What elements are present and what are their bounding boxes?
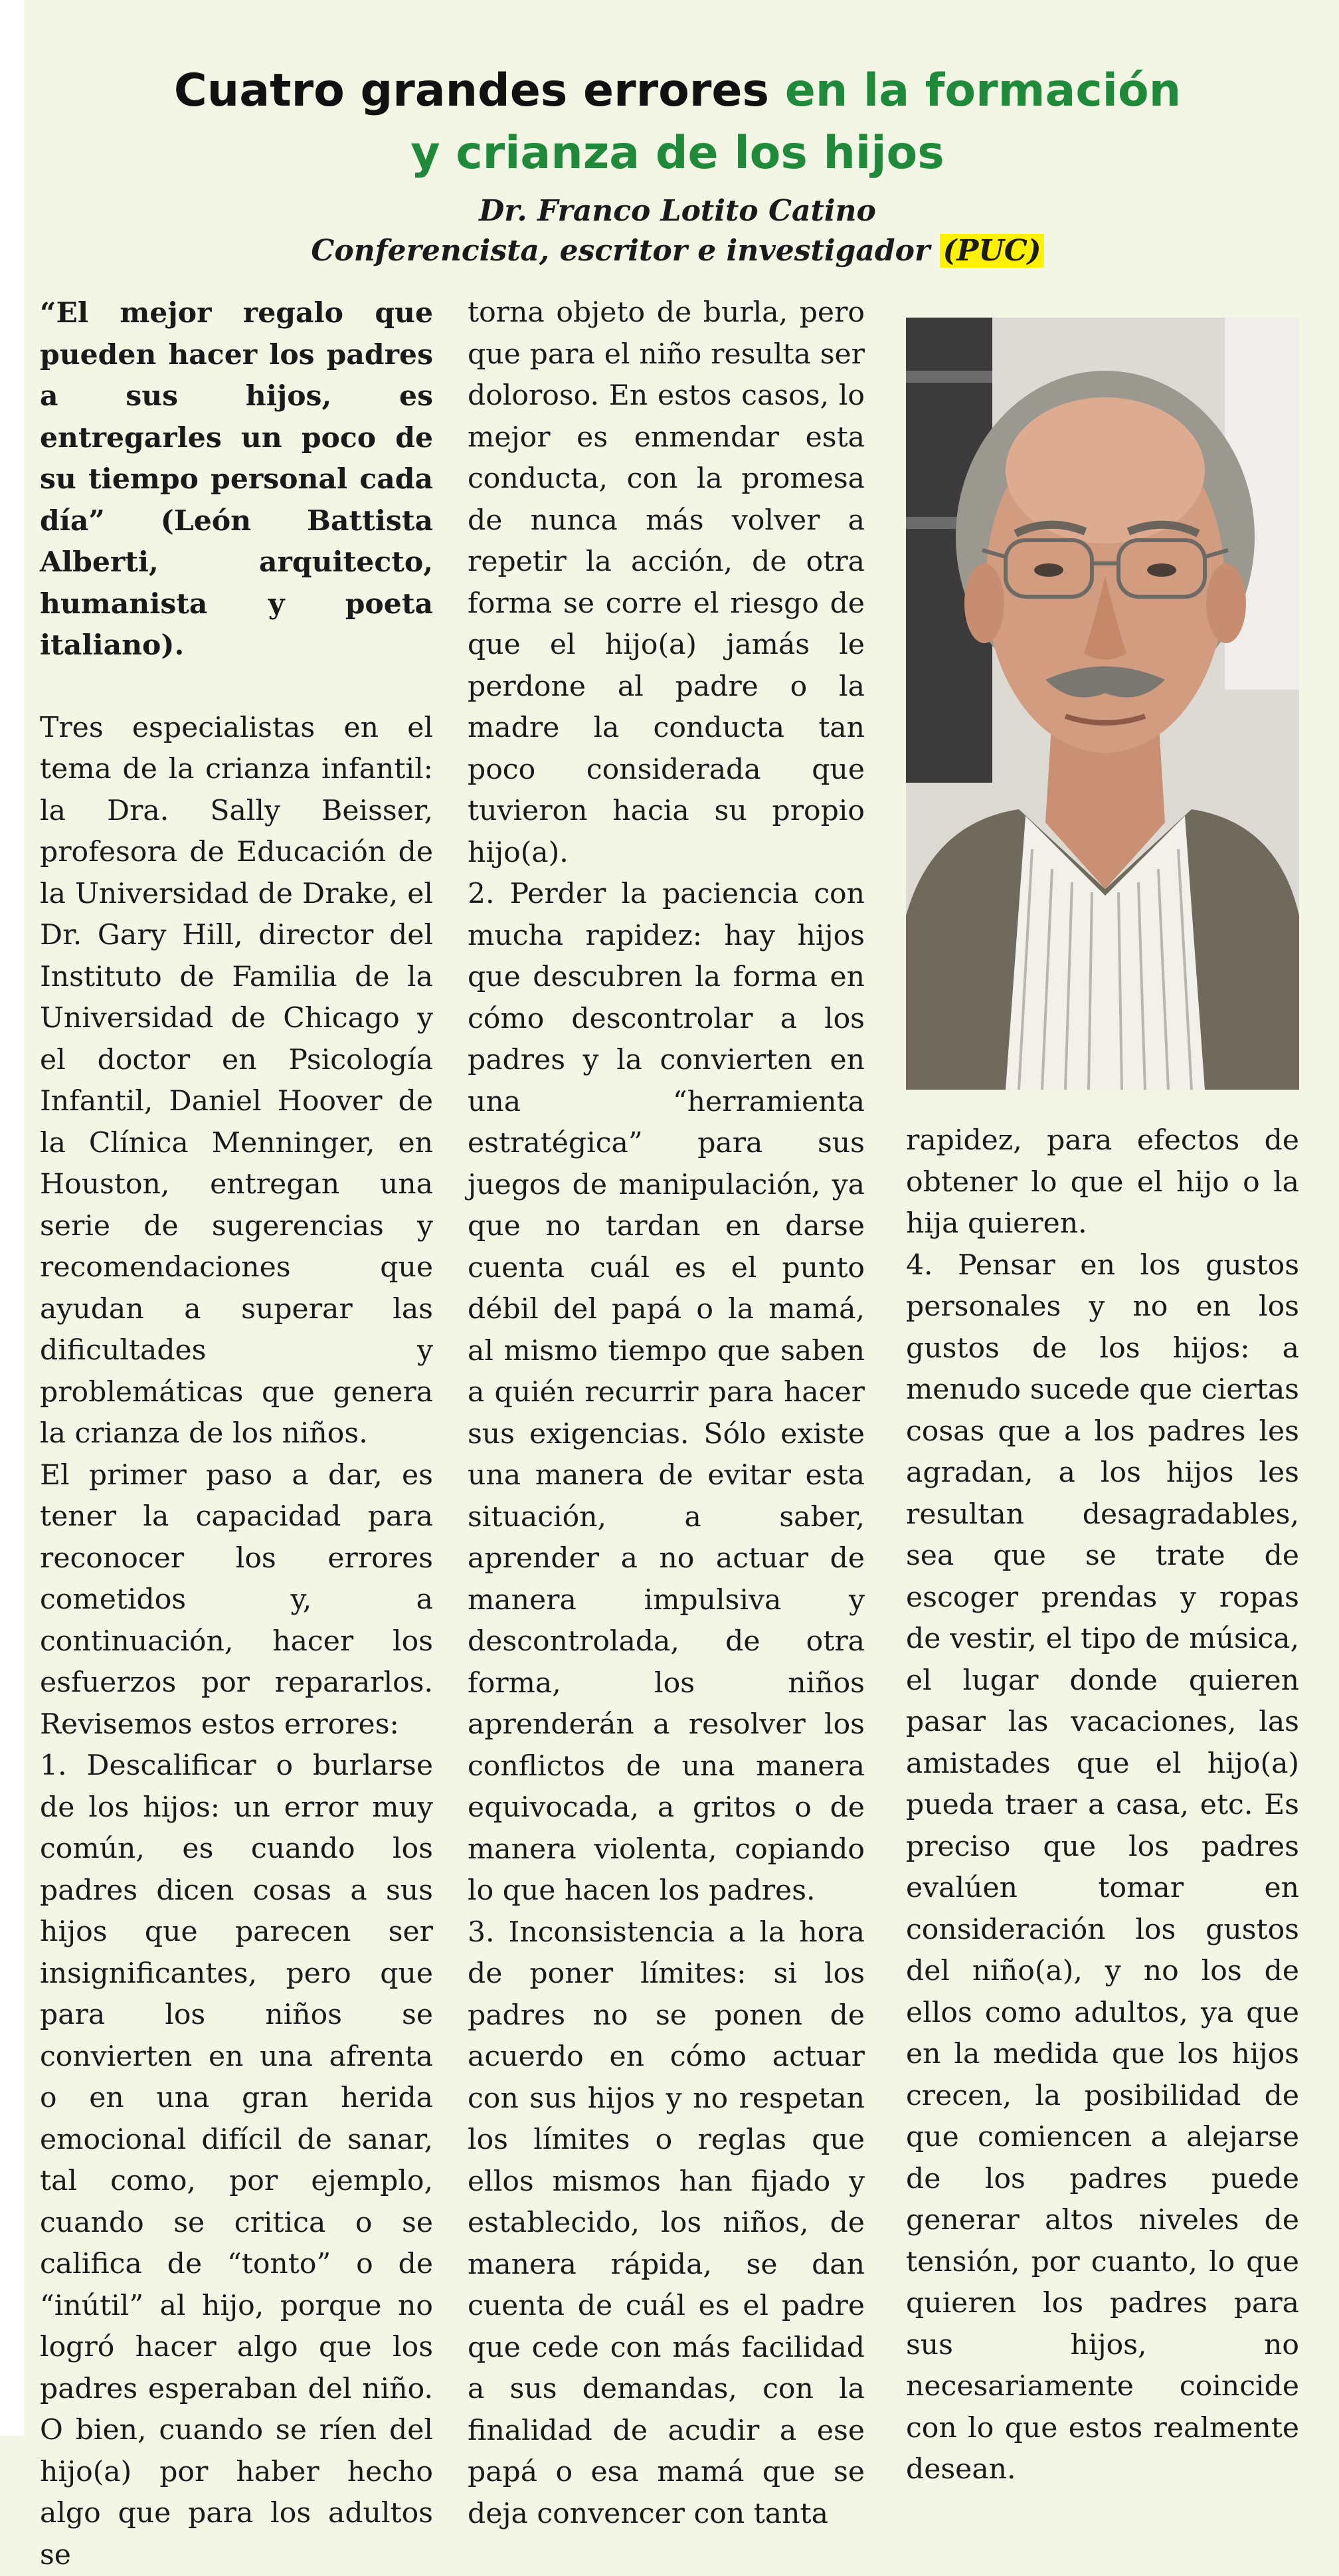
first-step-paragraph: El primer paso a dar, es tener la capacidad para reconocer los errores cometidos y, a continuación, hacer los esfuerzos por repararlos. Revisemos estos errores: bbox=[40, 1458, 433, 1741]
forehead bbox=[1006, 397, 1205, 544]
error-1-paragraph-end: torna objeto de burla, pero que para el niño resulta ser doloroso. En estos casos, lo mejor es enmendar esta conducta, con la promesa de nunca más volver a repetir la acción, de otra forma se corre el riesgo de que el hijo(a) jamás le perdone al padre o la madre la conducta tan poco considerada que tuvieron hacia su propio hijo(a). bbox=[468, 296, 865, 869]
column-2 bbox=[468, 292, 865, 2535]
portrait-illustration bbox=[906, 318, 1299, 1090]
author-role: Conferencista, escritor e investigador bbox=[311, 234, 931, 268]
author-affiliation: (PUC) bbox=[940, 234, 1043, 268]
error-1-paragraph-start: 1. Descalificar o burlarse de los hijos: un error muy común, es cuando los padres dicen cosas a sus hijos que parecen ser insignificantes, pero que para los niños se convierten en una afrenta o en una gran herida emocional difícil de sanar, tal como, por ejemplo, cuando se critica o se califica de “tonto” o de “inútil” al hijo, porque no logró hacer algo que los padres esperaban del niño. O bien, cuando se ríen del hijo(a) por haber hecho algo que para los adultos se bbox=[40, 1749, 433, 2571]
author-name: Dr. Franco Lotito Catino bbox=[479, 194, 876, 228]
title-line-1 bbox=[80, 60, 1275, 122]
opening-quote: “El mejor regalo que pueden hacer los padres a sus hijos, es entregarles un poco de su tiempo personal cada día” (León Battista Alberti, arquitecto, humanista y poeta italiano). bbox=[40, 296, 433, 662]
author-photo bbox=[906, 318, 1299, 1090]
error-3-paragraph-start: 3. Inconsistencia a la hora de poner límites: si los padres no se ponen de acuerdo en cómo actuar con sus hijos y no respetan los límites o reglas que ellos mismos han fijado y establecido, los niños, de manera rápida, se dan cuenta de cuál es el padre que cede con más facilidad a sus demandas, con la finalidad de acudir a ese papá o esa mamá que se deja convencer con tanta bbox=[468, 1916, 865, 2530]
author-role-line bbox=[80, 231, 1275, 271]
byline bbox=[80, 191, 1275, 271]
paragraph-gap bbox=[40, 666, 433, 708]
left-ear bbox=[964, 563, 1004, 643]
error-2-paragraph: 2. Perder la paciencia con mucha rapidez: hay hijos que descubren la forma en cómo descontrolar a los padres y la convierten en una “herramienta estratégica” para sus juegos de manipulación, ya que no tardan en darse cuenta cuál es el punto débil del papá o la mamá, al mismo tiempo que saben a quién recurrir para hacer sus exigencias. Sólo existe una manera de evitar esta situación, a saber, aprender a no actuar de manera impulsiva y descontrolada, de otra forma, los niños aprenderán a resolver los conflictos de una manera equivocada, a gritos o de manera violenta, copiando lo que hacen los padres. bbox=[468, 878, 865, 1907]
title-part-green: en la formación bbox=[784, 64, 1182, 117]
right-ear bbox=[1206, 563, 1246, 643]
column-3 bbox=[906, 1120, 1299, 2491]
title-line-2: y crianza de los hijos bbox=[410, 127, 944, 179]
error-3-paragraph-end: rapidez, para efectos de obtener lo que el hijo o la hija quieren. bbox=[906, 1124, 1299, 1240]
left-eye bbox=[1034, 563, 1063, 577]
right-eye bbox=[1147, 563, 1176, 577]
intro-paragraph: Tres especialistas en el tema de la crianza infantil: la Dra. Sally Beisser, profesora de Educación de la Universidad de Drake, el Dr. Gary Hill, director del Instituto de Familia de la Universidad de Chicago y el doctor en Psicología Infantil, Daniel Hoover de la Clínica Menninger, en Houston, entregan una serie de sugerencias y recomendaciones que ayudan a superar las dificultades y problemáticas que genera la crianza de los niños. bbox=[40, 711, 433, 1450]
article-title bbox=[80, 60, 1275, 185]
title-part-dark: Cuatro grandes errores bbox=[173, 64, 770, 117]
error-4-paragraph: 4. Pensar en los gustos personales y no en los gustos de los hijos: a menudo sucede que ciertas cosas que a los padres les agradan, a los hijos les resultan desagradables, sea que se trate de escoger prendas y ropas de vestir, el tipo de música, el lugar donde quieren pasar las vacaciones, las amistades que el hijo(a) pueda traer a casa, etc. Es preciso que los padres evalúen tomar en consideración los gustos del niño(a), y no los de ellos como adultos, ya que en la medida que los hijos crecen, la posibilidad de que comiencen a alejarse de los padres puede generar altos niveles de tensión, por cuanto, lo que quieren los padres para sus hijos, no necesariamente coincide con lo que estos realmente desean. bbox=[906, 1248, 1299, 2486]
column-1 bbox=[40, 292, 433, 2576]
page-margin-strip bbox=[0, 0, 24, 2436]
photo-background-shelf bbox=[906, 371, 992, 383]
